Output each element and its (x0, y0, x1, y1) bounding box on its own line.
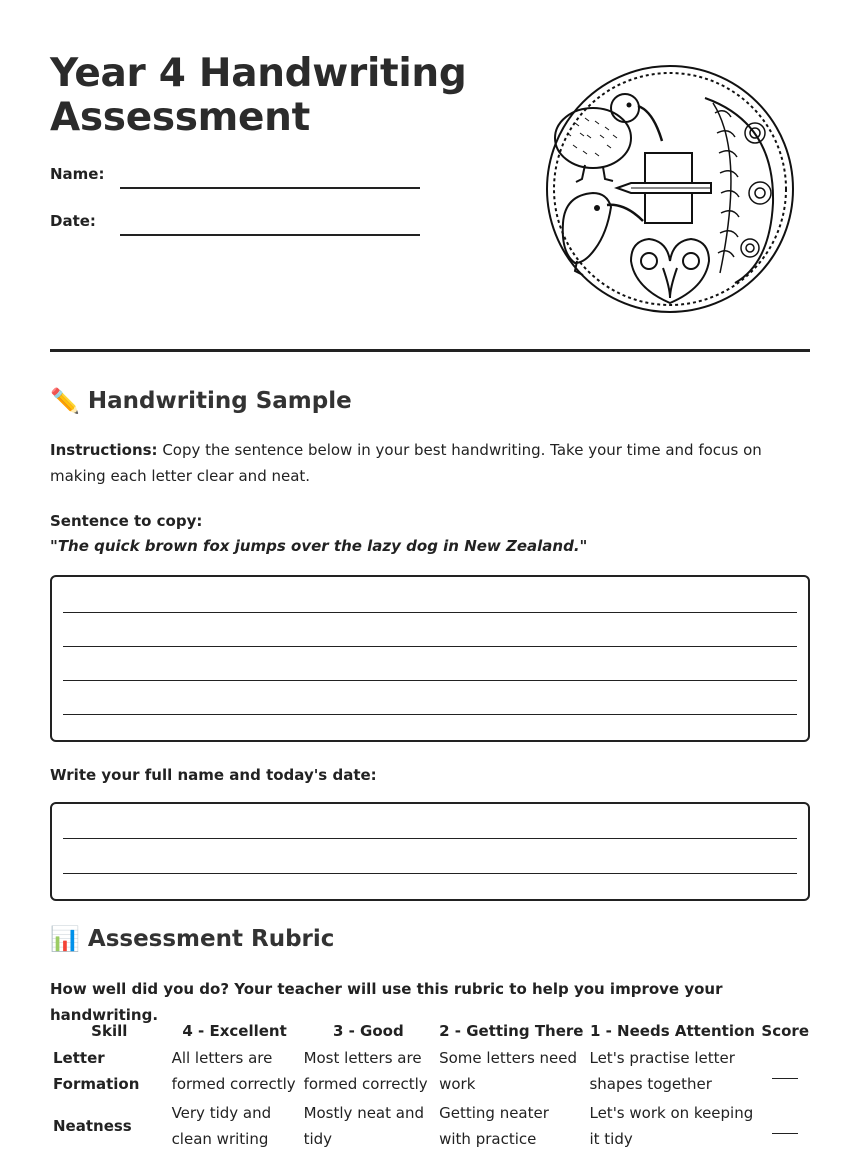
kiwi-fern-emblem-icon (545, 63, 795, 316)
writing-line (63, 680, 797, 681)
column-header-getting-there: 2 - Getting There (439, 1022, 584, 1040)
sentence-label: Sentence to copy: (50, 512, 203, 530)
header-divider (50, 349, 810, 352)
date-field[interactable] (120, 234, 420, 236)
getting-there-cell: Getting neater with practice (439, 1104, 549, 1148)
column-header-score: Score (761, 1022, 809, 1040)
bar-chart-icon: 📊 (50, 925, 80, 953)
writing-line (63, 838, 797, 839)
table-row (50, 1044, 812, 1099)
excellent-cell: Very tidy and clean writing (171, 1104, 272, 1148)
needs-attention-cell: Let's practise letter shapes together (589, 1049, 735, 1093)
needs-attention-cell: Let's work on keeping it tidy (589, 1104, 754, 1148)
skill-cell: Neatness (53, 1117, 132, 1135)
score-cell[interactable] (758, 1099, 812, 1154)
page-title (50, 52, 467, 140)
writing-line (63, 646, 797, 647)
score-blank[interactable] (772, 1119, 798, 1134)
rubric-table (50, 1018, 812, 1154)
writing-line (63, 612, 797, 613)
table-row (50, 1099, 812, 1154)
good-cell: Most letters are formed correctly (303, 1049, 428, 1093)
good-cell: Mostly neat and tidy (303, 1104, 424, 1148)
column-header-needs-attention: 1 - Needs Attention (589, 1022, 755, 1040)
instructions (50, 437, 810, 489)
excellent-cell: All letters are formed correctly (171, 1049, 296, 1093)
date-label: Date: (50, 212, 96, 230)
sentence-block (50, 509, 810, 559)
page-title-line1: Year 4 Handwriting (50, 51, 467, 96)
writing-line (63, 714, 797, 715)
name-label: Name: (50, 165, 105, 183)
score-cell[interactable] (758, 1044, 812, 1099)
page-title-line2: Assessment (50, 95, 310, 140)
assessment-rubric-heading-text: Assessment Rubric (87, 926, 335, 952)
skill-cell: Letter Formation (53, 1049, 140, 1093)
handwriting-sample-heading (50, 388, 352, 414)
name-date-prompt: Write your full name and today's date: (50, 766, 377, 784)
column-header-excellent: 4 - Excellent (182, 1022, 287, 1040)
writing-line (63, 873, 797, 874)
getting-there-cell: Some letters need work (439, 1049, 578, 1093)
name-date-writing-box[interactable] (50, 802, 810, 901)
rubric-intro: How well did you do? Your teacher will use this rubric to help you improve your handwriting. (50, 980, 723, 1024)
pencil-icon: ✏️ (50, 387, 80, 415)
instructions-text: Copy the sentence below in your best handwriting. Take your time and focus on making each letter clear and neat. (50, 441, 762, 485)
column-header-good: 3 - Good (332, 1022, 404, 1040)
score-blank[interactable] (772, 1064, 798, 1079)
name-field[interactable] (120, 187, 420, 189)
column-header-skill: Skill (91, 1022, 128, 1040)
rubric-header-row (50, 1018, 812, 1044)
sentence-to-copy: "The quick brown fox jumps over the lazy dog in New Zealand." (50, 537, 588, 555)
instructions-label: Instructions: (50, 441, 158, 459)
handwriting-writing-box[interactable] (50, 575, 810, 742)
handwriting-sample-heading-text: Handwriting Sample (87, 388, 352, 414)
assessment-rubric-heading (50, 926, 334, 952)
